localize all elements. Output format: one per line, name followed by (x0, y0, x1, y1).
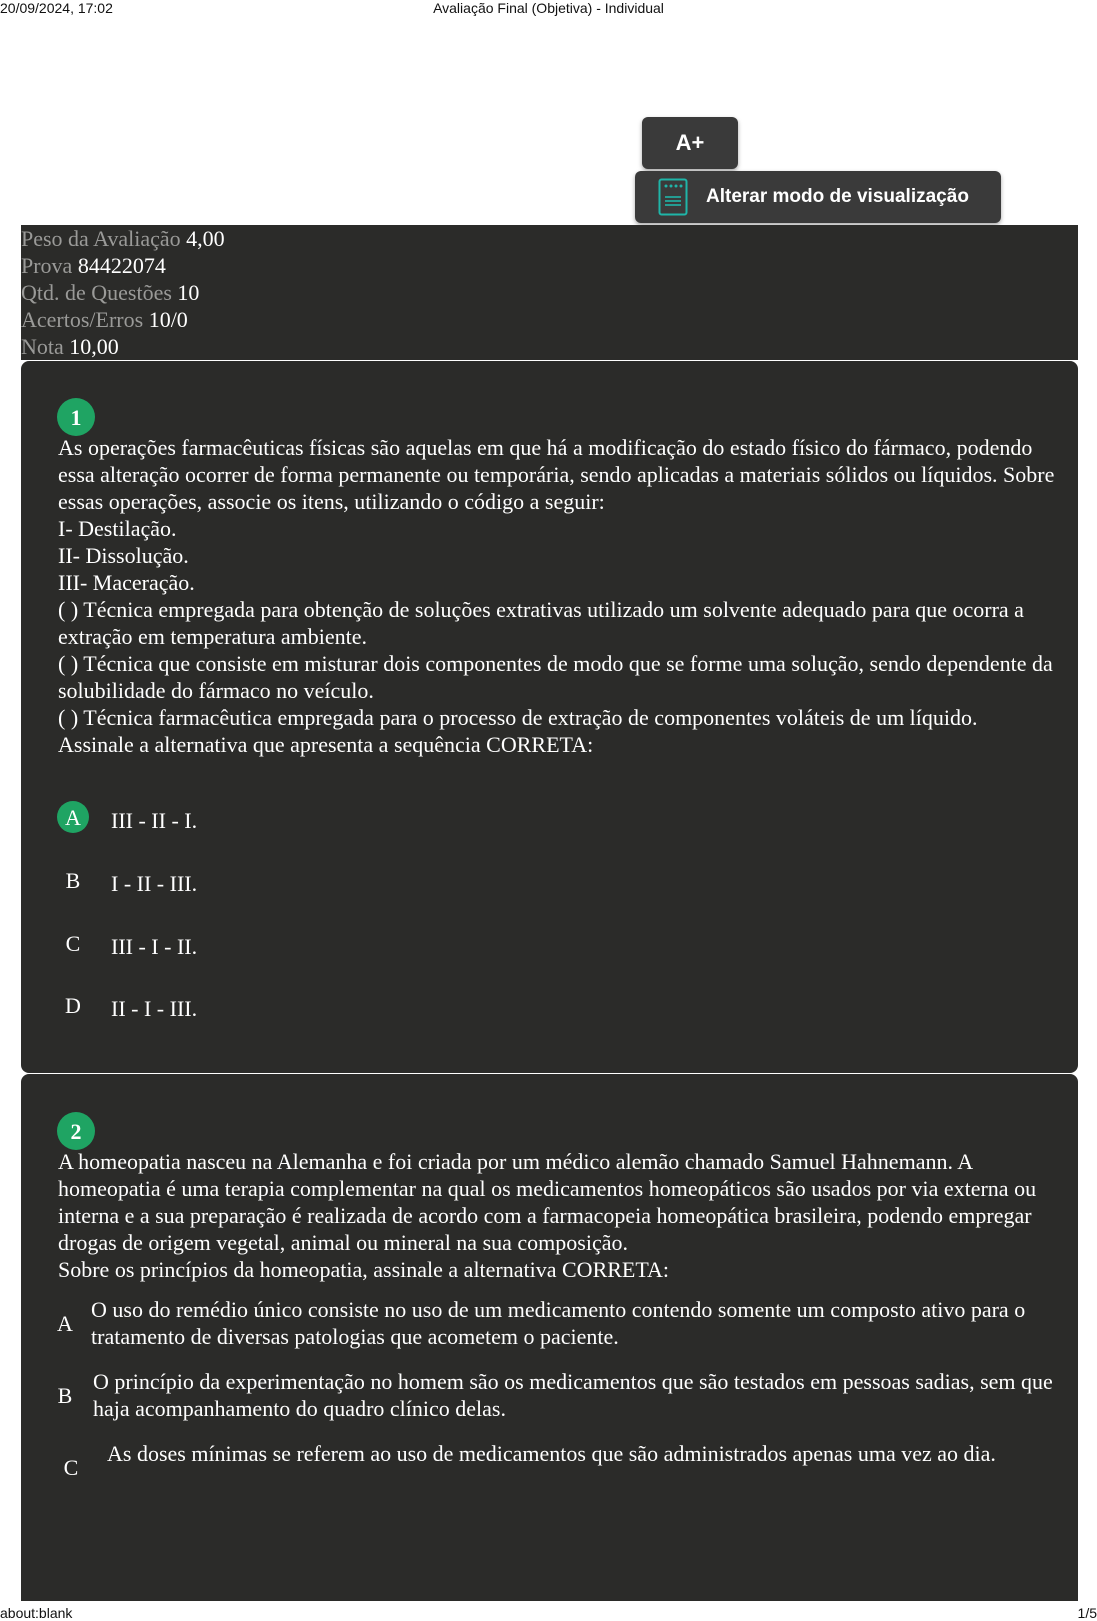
option-letter-selected: A (57, 801, 89, 833)
summary-qtd (21, 279, 1078, 306)
change-view-mode-button[interactable] (635, 171, 1001, 223)
option-text: O princípio da experimentação no homem são os medicamentos que são testados em pessoas sadias, sem que haja acompanhamento do quadro clínico delas. (93, 1369, 1053, 1421)
option-letter: B (65, 867, 81, 893)
print-url: about:blank (0, 1605, 73, 1621)
option-text: III - I - II. (111, 934, 198, 959)
qtd-value: 10 (177, 280, 200, 305)
print-header (0, 0, 1097, 16)
peso-label: Peso da Avaliação (21, 226, 181, 251)
question-paragraph: Assinale a alternativa que apresenta a sequência CORRETA: (58, 732, 594, 757)
question-card-1 (21, 361, 1078, 1073)
print-document-title: Avaliação Final (Objetiva) - Individual (433, 0, 664, 16)
exam-summary (21, 225, 1078, 360)
summary-prova (21, 252, 1078, 279)
print-page-number: 1/5 (1077, 1605, 1097, 1621)
option-d[interactable] (57, 989, 1041, 1022)
peso-value: 4,00 (186, 226, 225, 251)
summary-nota (21, 333, 1078, 360)
acertos-label: Acertos/Erros (21, 307, 144, 332)
print-datetime: 20/09/2024, 17:02 (0, 0, 113, 16)
nota-value: 10,00 (69, 334, 119, 359)
document-icon (658, 178, 688, 216)
option-letter: B (57, 1382, 73, 1408)
prova-value: 84422074 (77, 253, 166, 278)
question-paragraph: ( ) Técnica empregada para obtenção de soluções extrativas utilizado um solvente adequado para que ocorra a extração em temperatura ambiente. (58, 597, 1024, 649)
option-b[interactable] (49, 1368, 1053, 1422)
question-paragraph: ( ) Técnica farmacêutica empregada para o processo de extração de componentes voláteis de um líquido. (58, 705, 978, 730)
acertos-value: 10/0 (148, 307, 188, 332)
question-paragraph: Sobre os princípios da homeopatia, assinale a alternativa CORRETA: (58, 1257, 670, 1282)
option-c[interactable] (57, 927, 1041, 960)
question-text (58, 1148, 1068, 1283)
print-footer (0, 1603, 1097, 1621)
option-letter: A (57, 1310, 73, 1336)
option-text: I - II - III. (111, 871, 198, 896)
option-letter: C (65, 930, 81, 956)
option-text: O uso do remédio único consiste no uso de um medicamento contendo somente um composto ativo para o tratamento de diversas patologias que acometem o paciente. (91, 1297, 1026, 1349)
question-card-2 (21, 1074, 1078, 1601)
question-text (58, 434, 1068, 758)
option-c[interactable] (55, 1440, 1057, 1483)
option-text: II - I - III. (111, 996, 198, 1021)
option-a[interactable] (49, 1296, 1051, 1350)
qtd-label: Qtd. de Questões (21, 280, 172, 305)
option-a[interactable] (57, 801, 1041, 834)
option-text: As doses mínimas se referem ao uso de medicamentos que são administrados apenas uma vez ao dia. (107, 1441, 996, 1466)
question-paragraph: A homeopatia nasceu na Alemanha e foi criada por um médico alemão chamado Samuel Hahnemann. A homeopatia é uma terapia complementar na qual os medicamentos homeopáticos são usados por via externa ou interna e a sua preparação é realizada de acordo com a farmacopeia homeopática brasileira, podendo empregar drogas de origem vegetal, animal ou mineral na sua composição. (58, 1149, 1037, 1255)
question-paragraph: I- Destilação. (58, 516, 177, 541)
question-paragraph: As operações farmacêuticas físicas são aquelas em que há a modificação do estado físico do fármaco, podendo essa alteração ocorrer de forma permanente ou temporária, sendo aplicadas a materiais sólidos ou líquidos. Sobre essas operações, associe os itens, utilizando o código a seguir: (58, 435, 1055, 514)
question-paragraph: II- Dissolução. (58, 543, 189, 568)
question-paragraph: III- Maceração. (58, 570, 195, 595)
question-number-badge: 2 (57, 1112, 95, 1150)
summary-acertos (21, 306, 1078, 333)
option-b[interactable] (57, 864, 1041, 897)
summary-peso (21, 225, 1078, 252)
question-number-badge: 1 (57, 398, 95, 436)
nota-label: Nota (21, 334, 64, 359)
option-letter: C (63, 1454, 79, 1480)
increase-font-button[interactable]: A+ (642, 117, 738, 169)
option-letter: D (65, 992, 81, 1018)
change-view-mode-label: Alterar modo de visualização (706, 186, 969, 207)
option-text: III - II - I. (111, 808, 198, 833)
prova-label: Prova (21, 253, 73, 278)
question-paragraph: ( ) Técnica que consiste em misturar dois componentes de modo que se forme uma solução, sendo dependente da solubilidade do fármaco no veículo. (58, 651, 1053, 703)
